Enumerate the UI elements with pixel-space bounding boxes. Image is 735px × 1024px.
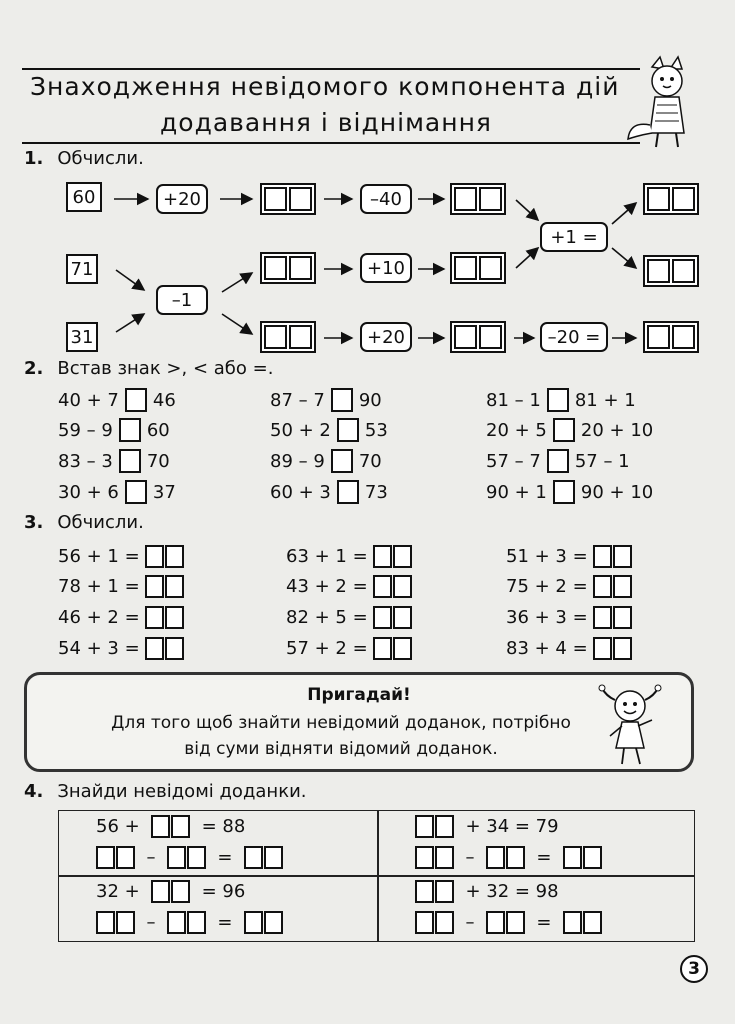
task4-number: 4. bbox=[24, 781, 44, 802]
digit-box[interactable] bbox=[613, 545, 632, 568]
digit-box[interactable] bbox=[393, 575, 412, 598]
comparison-item: 89 – 9 70 bbox=[270, 450, 382, 472]
task3-text: Обчисли. bbox=[57, 512, 144, 533]
digit-box[interactable] bbox=[563, 911, 582, 934]
page-title-line1: Знаходження невідомого компонента дій bbox=[30, 72, 620, 101]
digit-box[interactable] bbox=[373, 637, 392, 660]
sum-item: 78 + 1 = bbox=[58, 575, 184, 598]
sum-item: 57 + 2 = bbox=[286, 637, 412, 660]
operation-box: –20 = bbox=[540, 322, 608, 352]
digit-box[interactable] bbox=[486, 846, 505, 869]
sign-box[interactable] bbox=[553, 480, 575, 504]
operation-box: –40 bbox=[360, 184, 412, 214]
digit-box[interactable] bbox=[264, 846, 283, 869]
digit-box[interactable] bbox=[506, 911, 525, 934]
operation-box: +10 bbox=[360, 253, 412, 283]
sum-item: 54 + 3 = bbox=[58, 637, 184, 660]
task1-number: 1. bbox=[24, 148, 44, 169]
comparison-item: 59 – 9 60 bbox=[58, 419, 170, 441]
digit-box[interactable] bbox=[96, 846, 115, 869]
check-row: – = bbox=[96, 846, 283, 869]
equation-row: + 34 = 79 bbox=[415, 815, 559, 838]
digit-box[interactable] bbox=[435, 880, 454, 903]
digit-box[interactable] bbox=[145, 637, 164, 660]
sign-box[interactable] bbox=[547, 449, 569, 473]
digit-box[interactable] bbox=[373, 575, 392, 598]
digit-box[interactable] bbox=[165, 637, 184, 660]
task4-heading bbox=[24, 781, 306, 802]
digit-box[interactable] bbox=[373, 606, 392, 629]
task1-text: Обчисли. bbox=[57, 148, 144, 169]
digit-box[interactable] bbox=[613, 575, 632, 598]
sum-item: 83 + 4 = bbox=[506, 637, 632, 660]
digit-box[interactable] bbox=[593, 545, 612, 568]
check-row: – = bbox=[415, 911, 602, 934]
digit-box[interactable] bbox=[393, 606, 412, 629]
digit-box[interactable] bbox=[187, 911, 206, 934]
digit-box[interactable] bbox=[165, 575, 184, 598]
flow-arrows bbox=[0, 0, 735, 380]
sign-box[interactable] bbox=[337, 480, 359, 504]
digit-box[interactable] bbox=[613, 637, 632, 660]
digit-box[interactable] bbox=[264, 911, 283, 934]
sign-box[interactable] bbox=[125, 480, 147, 504]
sum-item: 43 + 2 = bbox=[286, 575, 412, 598]
digit-box[interactable] bbox=[244, 911, 263, 934]
digit-box[interactable] bbox=[116, 846, 135, 869]
check-row: – = bbox=[96, 911, 283, 934]
start-value-box: 71 bbox=[66, 254, 98, 284]
sum-item: 51 + 3 = bbox=[506, 545, 632, 568]
digit-box[interactable] bbox=[435, 815, 454, 838]
digit-box[interactable] bbox=[435, 846, 454, 869]
comparison-item: 83 – 3 70 bbox=[58, 450, 170, 472]
sum-item: 36 + 3 = bbox=[506, 606, 632, 629]
remember-box bbox=[24, 672, 694, 772]
sum-item: 56 + 1 = bbox=[58, 545, 184, 568]
task2-text: Встав знак >, < або =. bbox=[57, 358, 274, 379]
digit-box[interactable] bbox=[171, 815, 190, 838]
digit-box[interactable] bbox=[96, 911, 115, 934]
digit-box[interactable] bbox=[145, 575, 164, 598]
digit-box[interactable] bbox=[145, 545, 164, 568]
digit-box[interactable] bbox=[393, 637, 412, 660]
digit-box[interactable] bbox=[165, 606, 184, 629]
sum-item: 46 + 2 = bbox=[58, 606, 184, 629]
comparison-item: 87 – 7 90 bbox=[270, 389, 382, 411]
comparison-item: 50 + 2 53 bbox=[270, 419, 388, 441]
digit-box[interactable] bbox=[116, 911, 135, 934]
task4-text: Знайди невідомі доданки. bbox=[57, 781, 307, 802]
digit-box[interactable] bbox=[593, 637, 612, 660]
girl-mascot-icon bbox=[598, 680, 664, 768]
operation-box: +20 bbox=[360, 322, 412, 352]
digit-box[interactable] bbox=[187, 846, 206, 869]
sum-item: 63 + 1 = bbox=[286, 545, 412, 568]
page-title-line2: додавання і віднімання bbox=[160, 108, 492, 137]
start-value-box: 60 bbox=[66, 182, 102, 212]
comparison-item: 57 – 7 57 – 1 bbox=[486, 450, 630, 472]
digit-box[interactable] bbox=[415, 846, 434, 869]
task3-heading bbox=[24, 512, 144, 533]
digit-box[interactable] bbox=[415, 880, 434, 903]
digit-box[interactable] bbox=[145, 606, 164, 629]
task2-number: 2. bbox=[24, 358, 44, 379]
digit-box[interactable] bbox=[593, 575, 612, 598]
sign-box[interactable] bbox=[337, 418, 359, 442]
digit-box[interactable] bbox=[435, 911, 454, 934]
remember-line2: від суми відняти відомий доданок. bbox=[184, 739, 498, 759]
operation-box: +20 bbox=[156, 184, 208, 214]
digit-box[interactable] bbox=[486, 911, 505, 934]
digit-box[interactable] bbox=[151, 815, 170, 838]
digit-box[interactable] bbox=[165, 545, 184, 568]
sign-box[interactable] bbox=[331, 388, 353, 412]
task2-heading bbox=[24, 358, 273, 379]
equation-row: 32 + = 96 bbox=[96, 881, 246, 902]
page-number: 3 bbox=[680, 955, 708, 983]
sum-item: 82 + 5 = bbox=[286, 606, 412, 629]
sign-box[interactable] bbox=[125, 388, 147, 412]
comparison-item: 40 + 7 46 bbox=[58, 389, 176, 411]
digit-box[interactable] bbox=[167, 846, 186, 869]
digit-box[interactable] bbox=[506, 846, 525, 869]
start-value-box: 31 bbox=[66, 322, 98, 352]
comparison-item: 60 + 3 73 bbox=[270, 481, 388, 503]
comparison-item: 30 + 6 37 bbox=[58, 481, 176, 503]
digit-box[interactable] bbox=[415, 911, 434, 934]
digit-box[interactable] bbox=[415, 815, 434, 838]
digit-box[interactable] bbox=[563, 846, 582, 869]
digit-box[interactable] bbox=[583, 846, 602, 869]
comparison-item: 20 + 5 20 + 10 bbox=[486, 419, 654, 441]
sign-box[interactable] bbox=[119, 449, 141, 473]
digit-box[interactable] bbox=[583, 911, 602, 934]
comparison-item: 81 – 1 81 + 1 bbox=[486, 389, 636, 411]
operation-box: +1 = bbox=[540, 222, 608, 252]
equation-row: + 32 = 98 bbox=[415, 880, 559, 903]
digit-box[interactable] bbox=[393, 545, 412, 568]
digit-box[interactable] bbox=[167, 911, 186, 934]
equation-row: 56 + = 88 bbox=[96, 816, 246, 837]
digit-box[interactable] bbox=[613, 606, 632, 629]
sign-box[interactable] bbox=[331, 449, 353, 473]
digit-box[interactable] bbox=[171, 880, 190, 903]
check-row: – = bbox=[415, 846, 602, 869]
sign-box[interactable] bbox=[119, 418, 141, 442]
digit-box[interactable] bbox=[593, 606, 612, 629]
sign-box[interactable] bbox=[547, 388, 569, 412]
task3-number: 3. bbox=[24, 512, 44, 533]
sum-item: 75 + 2 = bbox=[506, 575, 632, 598]
remember-line1: Для того щоб знайти невідомий доданок, потрібно bbox=[111, 713, 571, 733]
remember-title: Пригадай! bbox=[307, 685, 411, 705]
digit-box[interactable] bbox=[151, 880, 170, 903]
comparison-item: 90 + 1 90 + 10 bbox=[486, 481, 654, 503]
operation-box: –1 bbox=[156, 285, 208, 315]
digit-box[interactable] bbox=[373, 545, 392, 568]
digit-box[interactable] bbox=[244, 846, 263, 869]
sign-box[interactable] bbox=[553, 418, 575, 442]
